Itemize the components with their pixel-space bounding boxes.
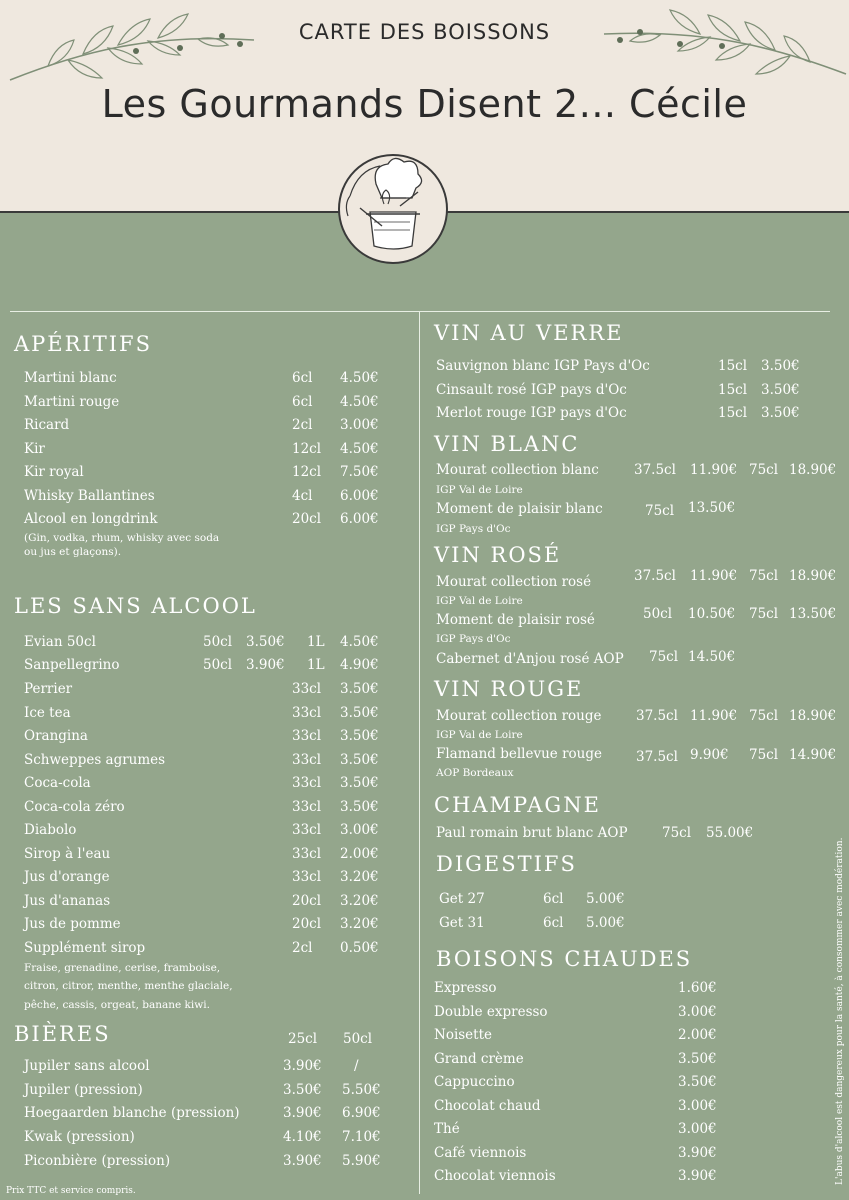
menu-item-volume: 75cl [649, 649, 679, 665]
menu-item-price: 3.90€ [283, 1105, 322, 1122]
menu-item-name: Grand crème [434, 1050, 524, 1067]
menu-item-name: Noisette [434, 1027, 493, 1043]
menu-item-name: Cabernet d'Anjou rosé AOP [436, 651, 624, 667]
menu-item-price: 11.90€ [690, 462, 738, 478]
appellation: AOP Bordeaux [436, 767, 514, 779]
menu-item-volume: 33cl [292, 751, 322, 768]
menu-item-volume: 75cl [662, 825, 692, 841]
menu-item-price: 13.50€ [789, 606, 837, 622]
menu-item-volume: 6cl [292, 393, 313, 410]
menu-item-name: Alcool en longdrink [24, 511, 158, 527]
menu-item-volume: 33cl [292, 775, 322, 791]
menu-item-name: Schweppes agrumes [24, 751, 166, 768]
menu-item-price: 3.00€ [678, 1097, 717, 1114]
section-top-rule [10, 311, 830, 312]
menu-item-name: Chocolat chaud [434, 1097, 541, 1114]
menu-item-price: 14.90€ [789, 747, 837, 763]
longdrink-note-2: ou jus et glaçons). [24, 546, 122, 558]
menu-item-price: / [354, 1058, 359, 1074]
menu-item-price: 5.90€ [342, 1152, 381, 1169]
menu-item-volume: 75cl [749, 747, 779, 763]
menu-item-name: Jupiler (pression) [24, 1081, 143, 1098]
section-title-sans-alcool: LES SANS ALCOOL [14, 594, 257, 618]
menu-item-name: Cinsault rosé IGP pays d'Oc [436, 381, 627, 398]
menu-item-volume: 33cl [292, 798, 322, 815]
menu-item-volume: 15cl [718, 381, 748, 398]
menu-item-name: Expresso [434, 980, 497, 996]
menu-item-volume: 20cl [292, 511, 322, 527]
menu-item-volume: 50cl [203, 634, 233, 650]
menu-item-name: Jus d'ananas [24, 892, 111, 909]
menu-item-price: 3.00€ [340, 417, 379, 433]
menu-item-name: Chocolat viennois [434, 1168, 556, 1184]
menu-item-price: 3.50€ [340, 681, 379, 697]
menu-item-price: 3.50€ [283, 1081, 322, 1098]
menu-item-name: Flamand bellevue rouge [436, 746, 602, 762]
menu-item-price: 4.50€ [340, 440, 379, 457]
menu-item-volume: 4cl [292, 487, 313, 504]
menu-item-name: Mourat collection rouge [436, 708, 602, 724]
menu-item-name: Perrier [24, 681, 73, 697]
beer-col-header: 25cl [288, 1031, 318, 1047]
menu-item-volume: 2cl [292, 939, 313, 956]
sirop-flavors-3: pêche, cassis, orgeat, banane kiwi. [24, 999, 210, 1011]
menu-item-volume: 37.5cl [634, 568, 676, 584]
menu-item-volume: 33cl [292, 869, 322, 885]
menu-item-name: Cappuccino [434, 1074, 515, 1090]
beer-col-header: 50cl [343, 1031, 373, 1047]
menu-item-name: Thé [434, 1121, 460, 1137]
chef-hat-logo-icon [338, 154, 448, 264]
menu-item-volume: 2cl [292, 417, 313, 433]
menu-item-price: 0.50€ [340, 939, 379, 956]
menu-item-volume: 75cl [749, 568, 779, 584]
menu-item-volume: 33cl [292, 822, 322, 838]
menu-item-name: Piconbière (pression) [24, 1152, 171, 1169]
menu-item-name: Coca-cola zéro [24, 798, 125, 815]
menu-item-price: 7.50€ [340, 464, 379, 480]
section-title-bieres: BIÈRES [14, 1022, 111, 1046]
menu-item-price: 3.50€ [340, 798, 379, 815]
menu-item-volume: 15cl [718, 358, 748, 374]
menu-item-name: Sirop à l'eau [24, 845, 111, 862]
menu-item-volume: 1L [307, 634, 325, 650]
menu-item-price: 6.00€ [340, 487, 379, 504]
menu-item-price: 9.90€ [690, 747, 729, 763]
menu-item-name: Café viennois [434, 1144, 527, 1161]
menu-item-volume: 6cl [543, 891, 564, 907]
menu-item-price: 3.00€ [678, 1121, 717, 1137]
menu-item-name: Jus de pomme [24, 916, 121, 932]
menu-subtitle: CARTE DES BOISSONS [298, 20, 551, 44]
menu-item-volume: 75cl [749, 708, 779, 724]
appellation: IGP Pays d'Oc [436, 633, 511, 645]
menu-item-name: Martini blanc [24, 370, 117, 386]
menu-item-name: Get 27 [439, 891, 485, 907]
menu-item-price: 7.10€ [342, 1129, 381, 1146]
menu-item-price: 3.50€ [340, 775, 379, 791]
menu-item-name: Kir royal [24, 464, 84, 480]
menu-item-name: Merlot rouge IGP pays d'Oc [436, 405, 627, 421]
section-title-vin-blanc: VIN BLANC [434, 432, 580, 456]
menu-item-price: 3.50€ [761, 381, 800, 398]
menu-item-price: 3.90€ [283, 1152, 322, 1169]
menu-item-price: 3.50€ [340, 704, 379, 721]
menu-item-name: Orangina [24, 728, 88, 744]
menu-item-price: 2.00€ [678, 1027, 717, 1043]
menu-item-price: 3.20€ [340, 869, 379, 885]
menu-item-price: 3.90€ [246, 657, 285, 673]
menu-item-price: 14.50€ [688, 649, 736, 665]
appellation: IGP Val de Loire [436, 595, 523, 607]
menu-item-volume: 50cl [643, 606, 673, 622]
section-title-digestifs: DIGESTIFS [436, 852, 577, 876]
menu-item-name: Hoegaarden blanche (pression) [24, 1105, 240, 1122]
menu-item-name: Coca-cola [24, 775, 91, 791]
section-title-aperitifs: APÉRITIFS [14, 332, 152, 356]
column-separator [419, 312, 420, 1194]
menu-item-volume: 15cl [718, 405, 748, 421]
menu-item-price: 3.90€ [678, 1144, 717, 1161]
menu-item-volume: 37.5cl [634, 462, 676, 478]
menu-item-price: 3.50€ [678, 1074, 717, 1090]
menu-item-volume: 12cl [292, 440, 322, 457]
menu-item-name: Mourat collection rosé [436, 574, 592, 590]
menu-item-price: 3.90€ [678, 1168, 717, 1184]
menu-item-name: Sauvignon blanc IGP Pays d'Oc [436, 358, 650, 374]
appellation: IGP Pays d'Oc [436, 523, 511, 535]
menu-item-price: 6.90€ [342, 1105, 381, 1122]
alcohol-warning: L'abus d'alcool est dangereux pour la santé, à consommer avec modération. [835, 837, 845, 1185]
menu-item-volume: 6cl [543, 915, 564, 931]
menu-item-price: 4.90€ [340, 657, 379, 673]
menu-item-price: 10.50€ [688, 606, 736, 622]
menu-item-price: 3.20€ [340, 892, 379, 909]
menu-item-price: 4.50€ [340, 634, 379, 650]
menu-item-name: Moment de plaisir blanc [436, 501, 603, 517]
menu-item-price: 3.90€ [283, 1058, 322, 1074]
menu-item-name: Sanpellegrino [24, 657, 120, 673]
menu-item-volume: 75cl [645, 503, 675, 519]
menu-item-price: 55.00€ [706, 825, 754, 841]
section-title-champagne: CHAMPAGNE [434, 793, 601, 817]
menu-item-price: 3.50€ [246, 634, 285, 650]
menu-item-name: Jupiler sans alcool [24, 1058, 150, 1074]
menu-item-volume: 37.5cl [636, 708, 678, 724]
menu-item-name: Paul romain brut blanc AOP [436, 825, 628, 841]
menu-item-volume: 6cl [292, 370, 313, 386]
menu-item-price: 3.50€ [761, 405, 800, 421]
menu-item-volume: 33cl [292, 681, 322, 697]
menu-item-name: Double expresso [434, 1003, 548, 1020]
menu-item-price: 11.90€ [690, 708, 738, 724]
menu-item-volume: 50cl [203, 657, 233, 673]
menu-item-name: Kwak (pression) [24, 1129, 135, 1146]
menu-item-price: 2.00€ [340, 845, 379, 862]
restaurant-name: Les Gourmands Disent 2... Cécile [101, 82, 748, 126]
menu-item-name: Ice tea [24, 704, 71, 721]
appellation: IGP Val de Loire [436, 729, 523, 741]
menu-item-name: Kir [24, 440, 45, 457]
menu-item-volume: 33cl [292, 728, 322, 744]
menu-item-volume: 33cl [292, 704, 322, 721]
menu-item-price: 3.50€ [340, 751, 379, 768]
menu-item-name: Whisky Ballantines [24, 487, 155, 504]
menu-item-name: Mourat collection blanc [436, 462, 599, 478]
menu-item-volume: 33cl [292, 845, 322, 862]
menu-item-name: Evian 50cl [24, 634, 96, 650]
menu-item-price: 13.50€ [688, 500, 736, 516]
menu-item-price: 6.00€ [340, 511, 379, 527]
menu-item-price: 5.50€ [342, 1081, 381, 1098]
menu-item-price: 11.90€ [690, 568, 738, 584]
menu-item-volume: 37.5cl [636, 749, 678, 765]
menu-item-name: Martini rouge [24, 393, 120, 410]
menu-item-price: 3.50€ [678, 1050, 717, 1067]
menu-item-volume: 20cl [292, 892, 322, 909]
menu-item-price: 5.00€ [586, 915, 625, 931]
section-title-boissons-chaudes: BOISONS CHAUDES [436, 947, 693, 971]
menu-item-name: Get 31 [439, 915, 485, 931]
menu-item-price: 18.90€ [789, 568, 837, 584]
longdrink-note-1: (Gin, vodka, rhum, whisky avec soda [24, 532, 220, 544]
menu-item-volume: 75cl [749, 462, 779, 478]
menu-item-price: 4.50€ [340, 393, 379, 410]
menu-item-price: 18.90€ [789, 708, 837, 724]
menu-item-price: 5.00€ [586, 891, 625, 907]
menu-item-price: 1.60€ [678, 980, 717, 996]
menu-item-name: Diabolo [24, 822, 77, 838]
prices-note: Prix TTC et service compris. [6, 1186, 136, 1196]
menu-item-price: 4.50€ [340, 370, 379, 386]
appellation: IGP Val de Loire [436, 484, 523, 496]
menu-item-price: 3.00€ [340, 822, 379, 838]
sirop-flavors-1: Fraise, grenadine, cerise, framboise, [24, 962, 221, 974]
menu-item-volume: 75cl [749, 606, 779, 622]
menu-item-volume: 12cl [292, 464, 322, 480]
menu-item-price: 18.90€ [789, 462, 837, 478]
menu-item-price: 3.00€ [678, 1003, 717, 1020]
section-title-vin-verre: VIN AU VERRE [434, 321, 624, 345]
menu-item-name: Ricard [24, 417, 70, 433]
menu-item-price: 4.10€ [283, 1129, 322, 1146]
menu-item-volume: 20cl [292, 916, 322, 932]
menu-item-name: Jus d'orange [24, 869, 110, 885]
section-title-vin-rouge: VIN ROUGE [434, 677, 584, 701]
menu-item-name: Supplément sirop [24, 939, 146, 956]
menu-item-volume: 1L [307, 657, 325, 673]
menu-item-price: 3.50€ [761, 358, 800, 374]
menu-item-price: 3.20€ [340, 916, 379, 932]
sirop-flavors-2: citron, citror, menthe, menthe glaciale, [24, 980, 233, 992]
section-title-vin-rose: VIN ROSÉ [434, 543, 562, 567]
menu-item-price: 3.50€ [340, 728, 379, 744]
menu-item-name: Moment de plaisir rosé [436, 612, 595, 628]
